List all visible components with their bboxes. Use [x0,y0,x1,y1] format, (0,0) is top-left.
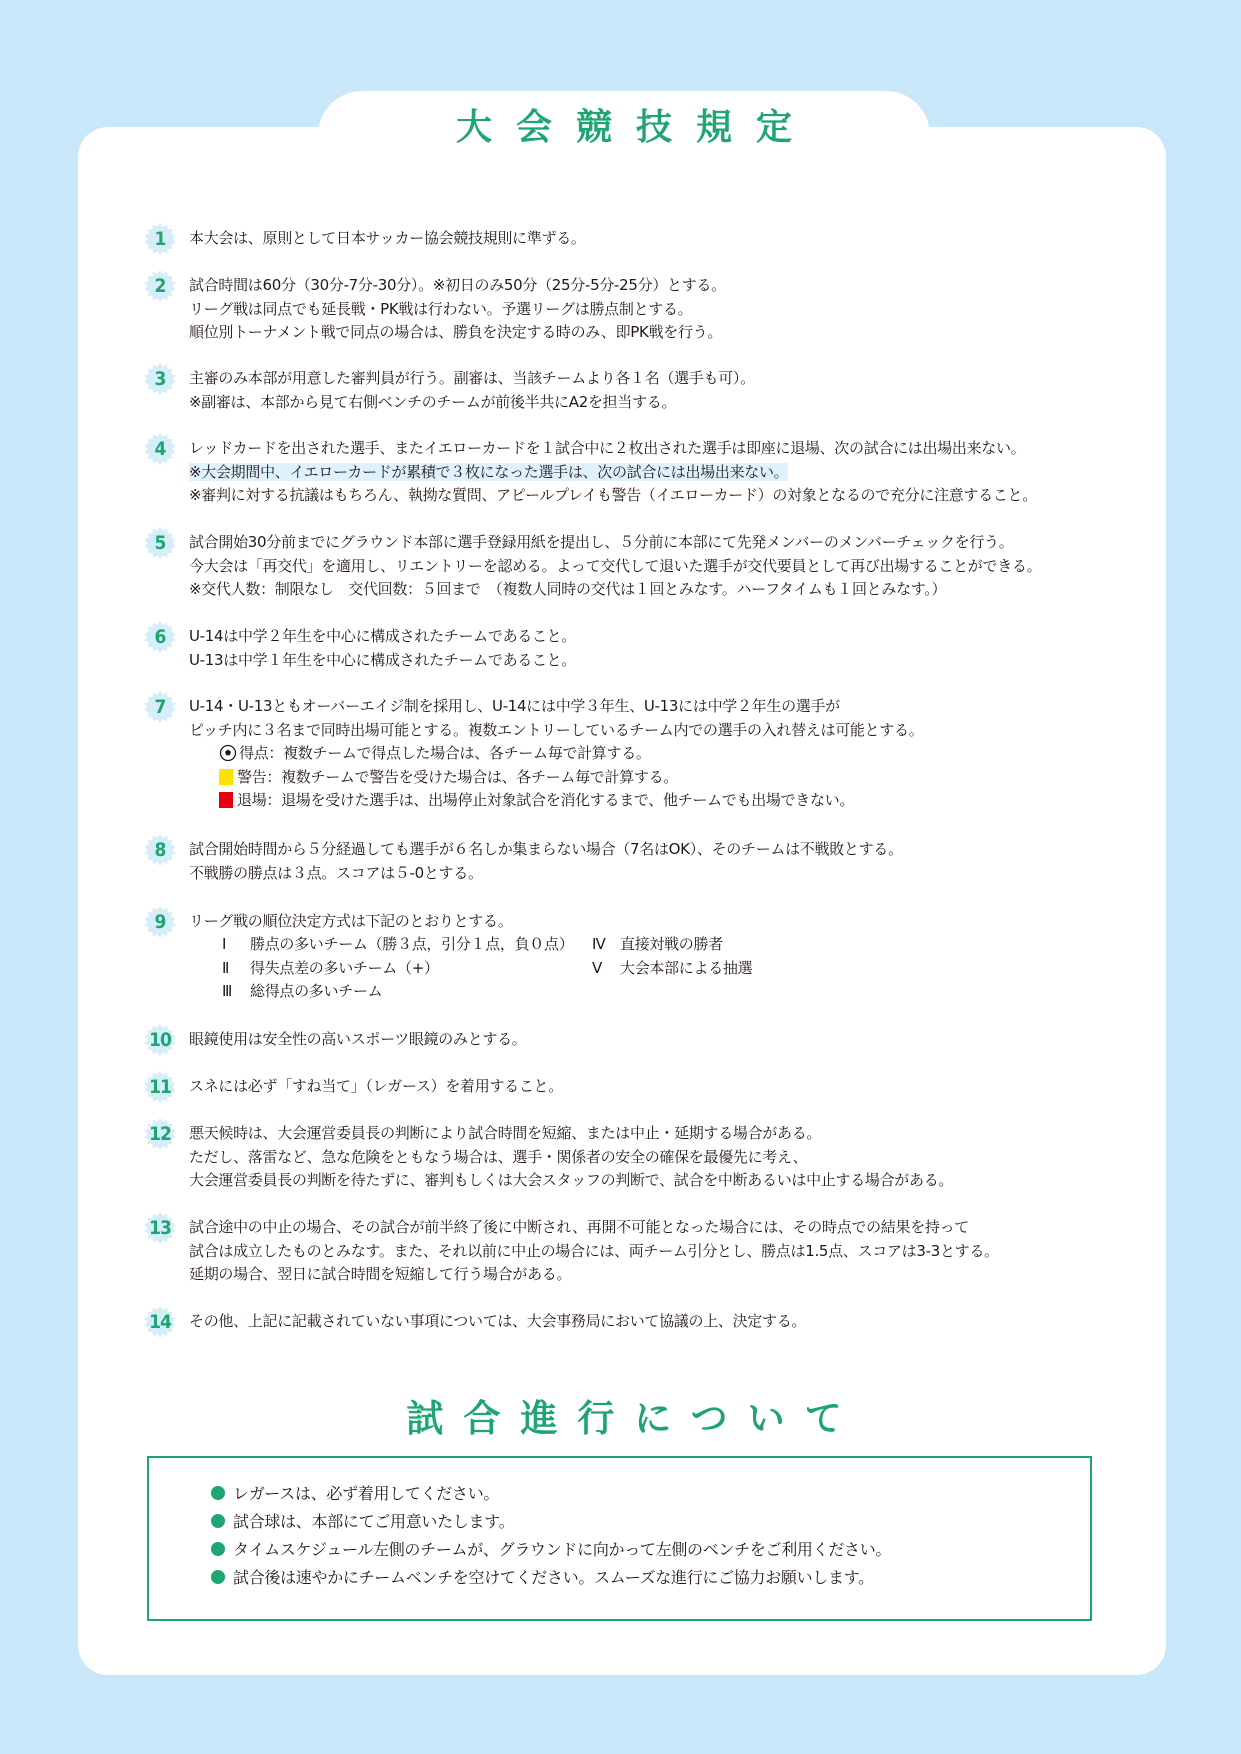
bullet-icon [211,1486,225,1500]
sub-rule-cautions: 警告：複数チームで警告を受けた場合は、各チーム毎で計算する。 [189,766,1119,790]
rule-text: 今大会は「再交代」を適用し、リエントリーを認める。よって交代して退いた選手が交代要員として再び出場することができる。 [189,556,1042,575]
rule-number-badge: 4 [144,433,176,465]
rule-text: ただし、落雷など、急な危険をともなう場合は、選手・関係者の安全の確保を最優先に考え、 [189,1147,808,1166]
rule-text: 試合途中の中止の場合、その試合が前半終了後に中断され、再開不可能となった場合には、その時点での結果を持って [189,1218,970,1236]
rule-text: リーグ戦の順位決定方式は下記のとおりとする。 [189,912,513,930]
rule-text: 悪天候時は、大会運営委員長の判断により試合時間を短縮、または中止・延期する場合がある。 [189,1124,822,1142]
progress-item: 試合後は速やかにチームベンチを空けてください。スムーズな進行にご協力お願いします。 [211,1564,874,1592]
rule-number-badge: 1 [144,223,176,255]
rule-number-badge: 10 [144,1024,176,1056]
rule-text: 試合開始30分前までにグラウンド本部に選手登録用紙を提出し、５分前に本部にて先発メンバーのメンバーチェックを行う。 [189,533,1014,551]
rule-text: ※副審は、本部から見て右側ベンチのチームが前後半共にA2を担当する。 [189,392,677,411]
rule-text: U-14・U-13ともオーバーエイジ制を採用し、U-14には中学３年生、U-13には中学２年生の選手が [189,697,840,715]
ranking-criterion: Ⅱ 得失点差の多いチーム（+） [222,959,439,977]
sub-rule-dismissals: 退場：退場を受けた選手は、出場停止対象試合を消化するまで、他チームでも出場できない。 [189,789,1119,813]
rule-text: その他、上記に記載されていない事項については、大会事務局において協議の上、決定する。 [189,1312,807,1330]
red-card-icon [219,792,233,808]
rule-text: スネには必ず「すね当て」（レガース）を着用すること。 [189,1077,563,1095]
progress-box [147,1456,1092,1621]
rule-number-badge: 7 [144,691,176,723]
rule-number-badge: 6 [144,621,176,653]
bullet-icon [211,1570,225,1584]
progress-title: 試合進行について [406,1397,862,1440]
soccer-ball-icon [219,744,237,762]
rule-text: リーグ戦は同点でも延長戦・PK戦は行わない。予選リーグは勝点制とする。 [189,299,693,318]
rule-text: ピッチ内に３名まで同時出場可能とする。複数エントリーしているチーム内での選手の入れ替えは可能とする。 [189,720,924,739]
rule-text: 眼鏡使用は安全性の高いスポーツ眼鏡のみとする。 [189,1030,527,1048]
page-title: 大会競技規定 [455,107,816,148]
rule-number-badge: 13 [144,1212,176,1244]
rule-number-badge: 9 [144,906,176,938]
rule-number-badge: 12 [144,1118,176,1150]
rule-text: ※審判に対する抗議はもちろん、執拗な質問、アピールプレイも警告（イエローカード）の対象となるので充分に注意すること。 [189,486,1037,504]
progress-item: レガースは、必ず着用してください。 [211,1480,499,1508]
sub-rule-goals: 得点：複数チームで得点した場合は、各チーム毎で計算する。 [189,742,1119,766]
bullet-icon [211,1542,225,1556]
rule-text: U-13は中学１年生を中心に構成されたチームであること。 [189,650,577,669]
rule-number-badge: 2 [144,270,176,302]
rule-text: U-14は中学２年生を中心に構成されたチームであること。 [189,627,577,645]
rule-number-badge: 14 [144,1306,176,1338]
rule-text: 試合は成立したものとみなす。また、それ以前に中止の場合には、両チーム引分とし、勝点は1.5点、スコアは3-3とする。 [189,1241,999,1260]
rule-number-badge: 5 [144,527,176,559]
ranking-criterion: Ⅴ 大会本部による抽選 [592,959,753,977]
rule-text: ※大会期間中、イエローカードが累積で３枚になった選手は、次の試合には出場出来ない。 [189,462,789,481]
rule-text: 主審のみ本部が用意した審判員が行う。副審は、当該チームより各１名（選手も可）。 [189,369,755,387]
progress-item: 試合球は、本部にてご用意いたします。 [211,1508,514,1536]
progress-item: タイムスケジュール左側のチームが、グラウンドに向かって左側のベンチをご利用ください。 [211,1536,891,1564]
rule-text: 試合時間は60分（30分-7分-30分）。※初日のみ50分（25分-5分-25分）とする。 [189,276,726,294]
rule-number-badge: 8 [144,834,176,866]
rule-text: 本大会は、原則として日本サッカー協会競技規則に準ずる。 [189,229,586,247]
rule-text: 大会運営委員長の判断を待たずに、審判もしくは大会スタッフの判断で、試合を中断あるいは中止する場合がある。 [189,1171,954,1189]
ranking-criterion: Ⅲ 総得点の多いチーム [222,982,383,1000]
rule-text: 不戦勝の勝点は３点。スコアは５-0とする。 [189,863,483,882]
rule-text: レッドカードを出された選手、またイエローカードを１試合中に２枚出された選手は即座に退場、次の試合には出場出来ない。 [189,439,1026,457]
rule-text: 順位別トーナメント戦で同点の場合は、勝負を決定する時のみ、即PK戦を行う。 [189,323,723,341]
rule-number-badge: 11 [144,1071,176,1103]
rule-text: 試合開始時間から５分経過しても選手が６名しか集まらない場合（7名はOK）、そのチームは不戦敗とする。 [189,840,903,858]
rule-number-badge: 3 [144,363,176,395]
bullet-icon [211,1514,225,1528]
rule-text: ※交代人数：制限なし 交代回数：５回まで （複数人同時の交代は１回とみなす。ハーフタイムも１回とみなす。） [189,580,947,598]
rule-text: 延期の場合、翌日に試合時間を短縮して行う場合がある。 [189,1265,572,1283]
ranking-criterion: Ⅳ 直接対戦の勝者 [592,935,723,953]
ranking-criterion: Ⅰ 勝点の多いチーム（勝３点，引分１点，負０点） [222,935,574,953]
yellow-card-icon [219,769,233,785]
